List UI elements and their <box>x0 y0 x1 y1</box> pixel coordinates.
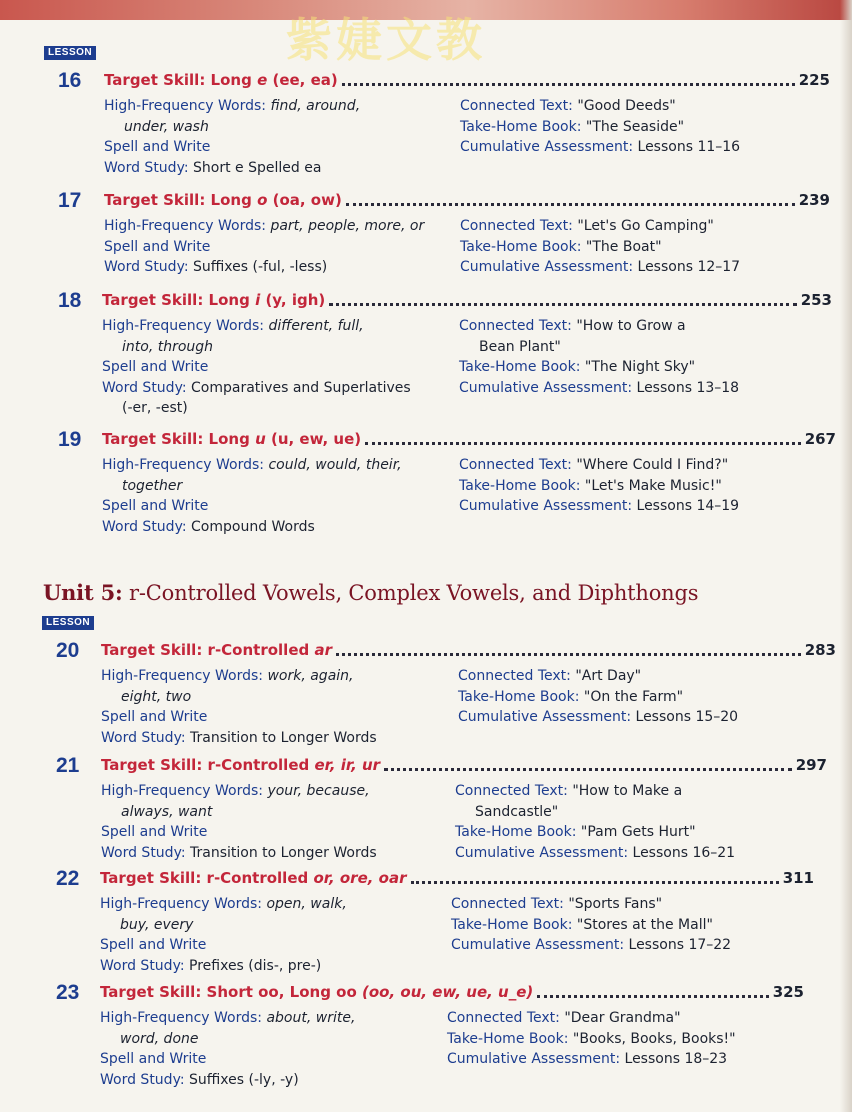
lesson-number: 18 <box>58 289 82 312</box>
hf-label: High-Frequency Words: <box>100 896 262 912</box>
assessment-line <box>460 257 740 278</box>
skill-name: Long <box>208 291 256 309</box>
hf-label: High-Frequency Words: <box>104 98 266 114</box>
ws-label: Word Study: <box>104 159 189 176</box>
ct-label: Connected Text: <box>460 98 573 114</box>
ws-value-cont: (-er, -est) <box>122 400 188 416</box>
hf-words-cont: into, through <box>122 338 214 355</box>
lesson-details-right <box>455 781 735 863</box>
word-study-line <box>102 517 402 538</box>
thb-label: Take-Home Book: <box>447 1030 569 1047</box>
hf-label: High-Frequency Words: <box>102 457 264 473</box>
page-number: 325 <box>772 983 804 1001</box>
skill-prefix: Target Skill: <box>100 983 207 1001</box>
hf-line <box>100 1008 355 1029</box>
dot-leader <box>346 202 795 206</box>
spell-and-write: Spell and Write <box>102 359 209 375</box>
ct-value-cont: Sandcastle" <box>475 803 559 820</box>
ca-value: Lessons 17–22 <box>628 937 732 953</box>
ct-label: Connected Text: <box>458 668 571 684</box>
unit-name: r-Controlled Vowels, Complex Vowels, and Diphthongs <box>129 581 699 605</box>
hf-line <box>100 894 347 915</box>
target-skill <box>102 290 325 310</box>
spell-and-write: Spell and Write <box>104 139 211 155</box>
skill-suffix: (y, igh) <box>260 291 326 309</box>
assessment-line <box>459 378 739 399</box>
skill-prefix: Target Skill: <box>104 71 211 89</box>
spell-and-write: Spell and Write <box>104 238 211 255</box>
spell-and-write: Spell and Write <box>102 498 209 514</box>
ct-value: "How to Grow a <box>576 318 686 334</box>
lesson-details-left <box>100 1008 355 1090</box>
skill-prefix: Target Skill: <box>102 291 209 309</box>
hf-words: different, full, <box>268 318 364 334</box>
thb-value: "Stores at the Mall" <box>576 916 713 933</box>
hf-line <box>101 666 377 687</box>
ws-value: Prefixes (dis-, pre-) <box>189 957 322 974</box>
lesson-details-left <box>104 216 424 278</box>
hf-words-cont: buy, every <box>120 916 194 933</box>
ca-value: Lessons 18–23 <box>624 1051 728 1067</box>
ws-value: Short e Spelled ea <box>193 159 322 176</box>
ct-label: Connected Text: <box>451 896 564 912</box>
page-number: 225 <box>798 71 830 89</box>
lesson-details-left <box>101 781 377 863</box>
dot-leader <box>365 441 801 445</box>
page-number: 239 <box>798 191 830 209</box>
page-number: 297 <box>795 756 827 774</box>
hf-line <box>104 96 360 117</box>
ct-value: "Art Day" <box>575 668 642 684</box>
page-number: 311 <box>782 869 814 887</box>
word-study-line <box>100 1070 355 1091</box>
thb-label: Take-Home Book: <box>451 916 573 933</box>
target-skill-row[interactable] <box>102 427 836 449</box>
hf-words: open, walk, <box>266 896 347 912</box>
skill-name: Long <box>210 71 258 89</box>
assessment-line <box>447 1049 736 1070</box>
ct-value: "Let's Go Camping" <box>577 218 714 234</box>
target-skill <box>100 868 407 888</box>
assessment-line <box>460 137 740 158</box>
spell-and-write: Spell and Write <box>101 709 208 725</box>
target-skill <box>104 70 338 90</box>
skill-name: Long <box>210 191 258 209</box>
dot-leader <box>342 82 795 86</box>
thb-label: Take-Home Book: <box>460 238 582 255</box>
hf-line <box>102 455 402 476</box>
skill-suffix: (oa, ow) <box>267 191 342 209</box>
thb-value: "The Night Sky" <box>584 359 696 375</box>
word-study-line <box>100 956 347 977</box>
ws-value: Transition to Longer Words <box>190 844 377 861</box>
dot-leader <box>537 994 768 998</box>
hf-words: could, would, their, <box>268 457 402 473</box>
ct-value: "How to Make a <box>572 783 683 799</box>
ws-label: Word Study: <box>100 1071 185 1088</box>
hf-line <box>101 781 377 802</box>
lesson-number: 16 <box>58 69 82 92</box>
ca-value: Lessons 14–19 <box>636 498 740 514</box>
ct-label: Connected Text: <box>455 783 568 799</box>
assessment-line <box>451 935 731 956</box>
target-skill-row[interactable] <box>100 980 804 1002</box>
ws-value: Comparatives and Superlatives <box>191 379 411 396</box>
lesson-details-left <box>100 894 347 976</box>
word-study-line <box>102 378 411 399</box>
ca-label: Cumulative Assessment: <box>459 498 633 514</box>
hf-label: High-Frequency Words: <box>104 218 266 234</box>
ws-label: Word Study: <box>101 844 186 861</box>
take-home-line <box>447 1029 736 1050</box>
ws-value: Transition to Longer Words <box>190 729 377 746</box>
take-home-line <box>459 476 739 497</box>
assessment-line <box>455 843 735 864</box>
skill-letter: (oo, ou, ew, ue, u_e) <box>362 983 534 1001</box>
skill-name: r-Controlled <box>207 756 315 774</box>
dot-leader <box>336 652 801 656</box>
thb-label: Take-Home Book: <box>459 359 581 375</box>
ca-label: Cumulative Assessment: <box>455 844 629 861</box>
thb-label: Take-Home Book: <box>460 118 582 135</box>
ca-label: Cumulative Assessment: <box>460 259 634 275</box>
lesson-badge: LESSON <box>42 616 94 630</box>
hf-words: find, around, <box>270 98 361 114</box>
ca-label: Cumulative Assessment: <box>451 937 625 953</box>
ws-value: Suffixes (-ly, -y) <box>189 1071 299 1088</box>
hf-label: High-Frequency Words: <box>100 1010 262 1026</box>
page-edge-shadow <box>840 0 852 1112</box>
ca-value: Lessons 13–18 <box>636 379 740 396</box>
connected-text-line <box>459 316 739 337</box>
target-skill-row[interactable] <box>101 638 836 660</box>
hf-words-cont: eight, two <box>121 688 192 705</box>
lesson-number: 21 <box>56 754 80 777</box>
ws-label: Word Study: <box>102 518 187 535</box>
lesson-number: 20 <box>56 639 80 662</box>
lesson-details-right <box>458 666 738 728</box>
skill-letter: er, ir, ur <box>314 756 381 774</box>
ws-label: Word Study: <box>101 729 186 746</box>
hf-words-cont: always, want <box>121 803 213 820</box>
unit-title <box>43 580 698 605</box>
thb-label: Take-Home Book: <box>459 477 581 494</box>
skill-prefix: Target Skill: <box>101 756 208 774</box>
hf-label: High-Frequency Words: <box>101 783 263 799</box>
dot-leader <box>384 767 792 771</box>
ct-label: Connected Text: <box>459 318 572 334</box>
target-skill-row[interactable] <box>102 288 832 310</box>
hf-words: work, again, <box>267 668 354 684</box>
lesson-number: 17 <box>58 189 82 212</box>
connected-text-line <box>447 1008 736 1029</box>
connected-text-line <box>451 894 731 915</box>
word-study-line <box>101 843 377 864</box>
lesson-badge: LESSON <box>44 46 96 60</box>
take-home-line <box>460 237 740 258</box>
page-number: 253 <box>800 291 832 309</box>
ws-label: Word Study: <box>102 379 187 396</box>
lesson-details-right <box>460 96 740 158</box>
hf-label: High-Frequency Words: <box>101 668 263 684</box>
skill-letter: u <box>255 430 266 448</box>
target-skill-row[interactable] <box>101 753 827 775</box>
ca-label: Cumulative Assessment: <box>459 379 633 396</box>
lesson-number: 22 <box>56 867 80 890</box>
ct-value: "Where Could I Find?" <box>576 457 729 473</box>
assessment-line <box>459 496 739 517</box>
take-home-line <box>451 915 731 936</box>
connected-text-line <box>460 96 740 117</box>
skill-prefix: Target Skill: <box>101 641 208 659</box>
unit-label: Unit 5: <box>43 580 123 605</box>
lesson-number: 23 <box>56 981 80 1004</box>
lesson-details-right <box>459 316 739 398</box>
target-skill <box>101 755 380 775</box>
page-number: 267 <box>804 430 836 448</box>
ca-label: Cumulative Assessment: <box>447 1051 621 1067</box>
lesson-details-left <box>102 455 402 537</box>
thb-value: "Pam Gets Hurt" <box>580 824 696 840</box>
target-skill <box>100 982 533 1002</box>
hf-line <box>102 316 411 337</box>
ct-value: "Good Deeds" <box>577 98 676 114</box>
skill-letter: o <box>257 191 268 209</box>
ca-label: Cumulative Assessment: <box>460 139 634 155</box>
thb-value: "On the Farm" <box>583 688 684 705</box>
ct-value-cont: Bean Plant" <box>479 338 561 355</box>
word-study-line <box>101 728 377 749</box>
target-skill <box>101 640 332 660</box>
target-skill-row[interactable] <box>104 188 830 210</box>
lesson-details-right <box>447 1008 736 1070</box>
assessment-line <box>458 707 738 728</box>
dot-leader <box>411 880 779 884</box>
skill-letter: e <box>257 71 268 89</box>
hf-words: about, write, <box>266 1010 356 1026</box>
hf-words: part, people, more, or <box>270 218 425 234</box>
word-study-line <box>104 158 360 179</box>
ct-label: Connected Text: <box>459 457 572 473</box>
skill-name: Long <box>208 430 256 448</box>
lesson-details-right <box>460 216 740 278</box>
target-skill-row[interactable] <box>100 866 814 888</box>
skill-name: r-Controlled <box>206 869 314 887</box>
thb-value: "Books, Books, Books!" <box>572 1030 736 1047</box>
dot-leader <box>329 302 796 306</box>
ca-value: Lessons 11–16 <box>637 139 741 155</box>
lesson-details-left <box>101 666 377 748</box>
ca-label: Cumulative Assessment: <box>458 709 632 725</box>
ct-label: Connected Text: <box>447 1010 560 1026</box>
target-skill-row[interactable] <box>104 68 830 90</box>
hf-label: High-Frequency Words: <box>102 318 264 334</box>
take-home-line <box>458 687 738 708</box>
connected-text-line <box>459 455 739 476</box>
skill-letter: ar <box>314 641 332 659</box>
word-study-line <box>104 257 424 278</box>
connected-text-line <box>455 781 735 802</box>
ws-label: Word Study: <box>104 259 189 275</box>
spell-and-write: Spell and Write <box>100 937 207 953</box>
watermark: 紫婕文教 <box>286 13 486 67</box>
take-home-line <box>459 357 739 378</box>
ca-value: Lessons 16–21 <box>632 844 736 861</box>
hf-words-cont: word, done <box>120 1030 199 1047</box>
skill-name: r-Controlled <box>207 641 315 659</box>
take-home-line <box>455 822 735 843</box>
lesson-details-left <box>104 96 360 178</box>
skill-letter: i <box>255 291 261 309</box>
skill-suffix: (ee, ea) <box>267 71 338 89</box>
target-skill <box>104 190 342 210</box>
skill-prefix: Target Skill: <box>104 191 211 209</box>
spell-and-write: Spell and Write <box>100 1051 207 1067</box>
thb-value: "The Seaside" <box>585 118 685 135</box>
hf-words: your, because, <box>267 783 370 799</box>
take-home-line <box>460 117 740 138</box>
ca-value: Lessons 15–20 <box>635 709 739 725</box>
ct-value: "Dear Grandma" <box>564 1010 681 1026</box>
hf-words-cont: together <box>122 477 183 494</box>
ws-label: Word Study: <box>100 957 185 974</box>
thb-value: "Let's Make Music!" <box>584 477 722 494</box>
spell-and-write: Spell and Write <box>101 824 208 840</box>
lesson-number: 19 <box>58 428 82 451</box>
skill-name: Short oo, Long oo <box>206 983 362 1001</box>
skill-letter: or, ore, oar <box>313 869 407 887</box>
hf-words-cont: under, wash <box>124 118 209 135</box>
ct-value: "Sports Fans" <box>568 896 663 912</box>
hf-line <box>104 216 424 237</box>
thb-label: Take-Home Book: <box>455 824 577 840</box>
connected-text-line <box>458 666 738 687</box>
ca-value: Lessons 12–17 <box>637 259 741 275</box>
skill-prefix: Target Skill: <box>100 869 207 887</box>
connected-text-line <box>460 216 740 237</box>
skill-suffix: (u, ew, ue) <box>265 430 362 448</box>
lesson-details-right <box>451 894 731 956</box>
skill-prefix: Target Skill: <box>102 430 209 448</box>
ct-label: Connected Text: <box>460 218 573 234</box>
lesson-details-left <box>102 316 411 419</box>
lesson-details-right <box>459 455 739 517</box>
ws-value: Compound Words <box>191 518 315 535</box>
page-number: 283 <box>804 641 836 659</box>
ws-value: Suffixes (-ful, -less) <box>193 259 328 275</box>
target-skill <box>102 429 361 449</box>
thb-label: Take-Home Book: <box>458 688 580 705</box>
thb-value: "The Boat" <box>585 238 662 255</box>
